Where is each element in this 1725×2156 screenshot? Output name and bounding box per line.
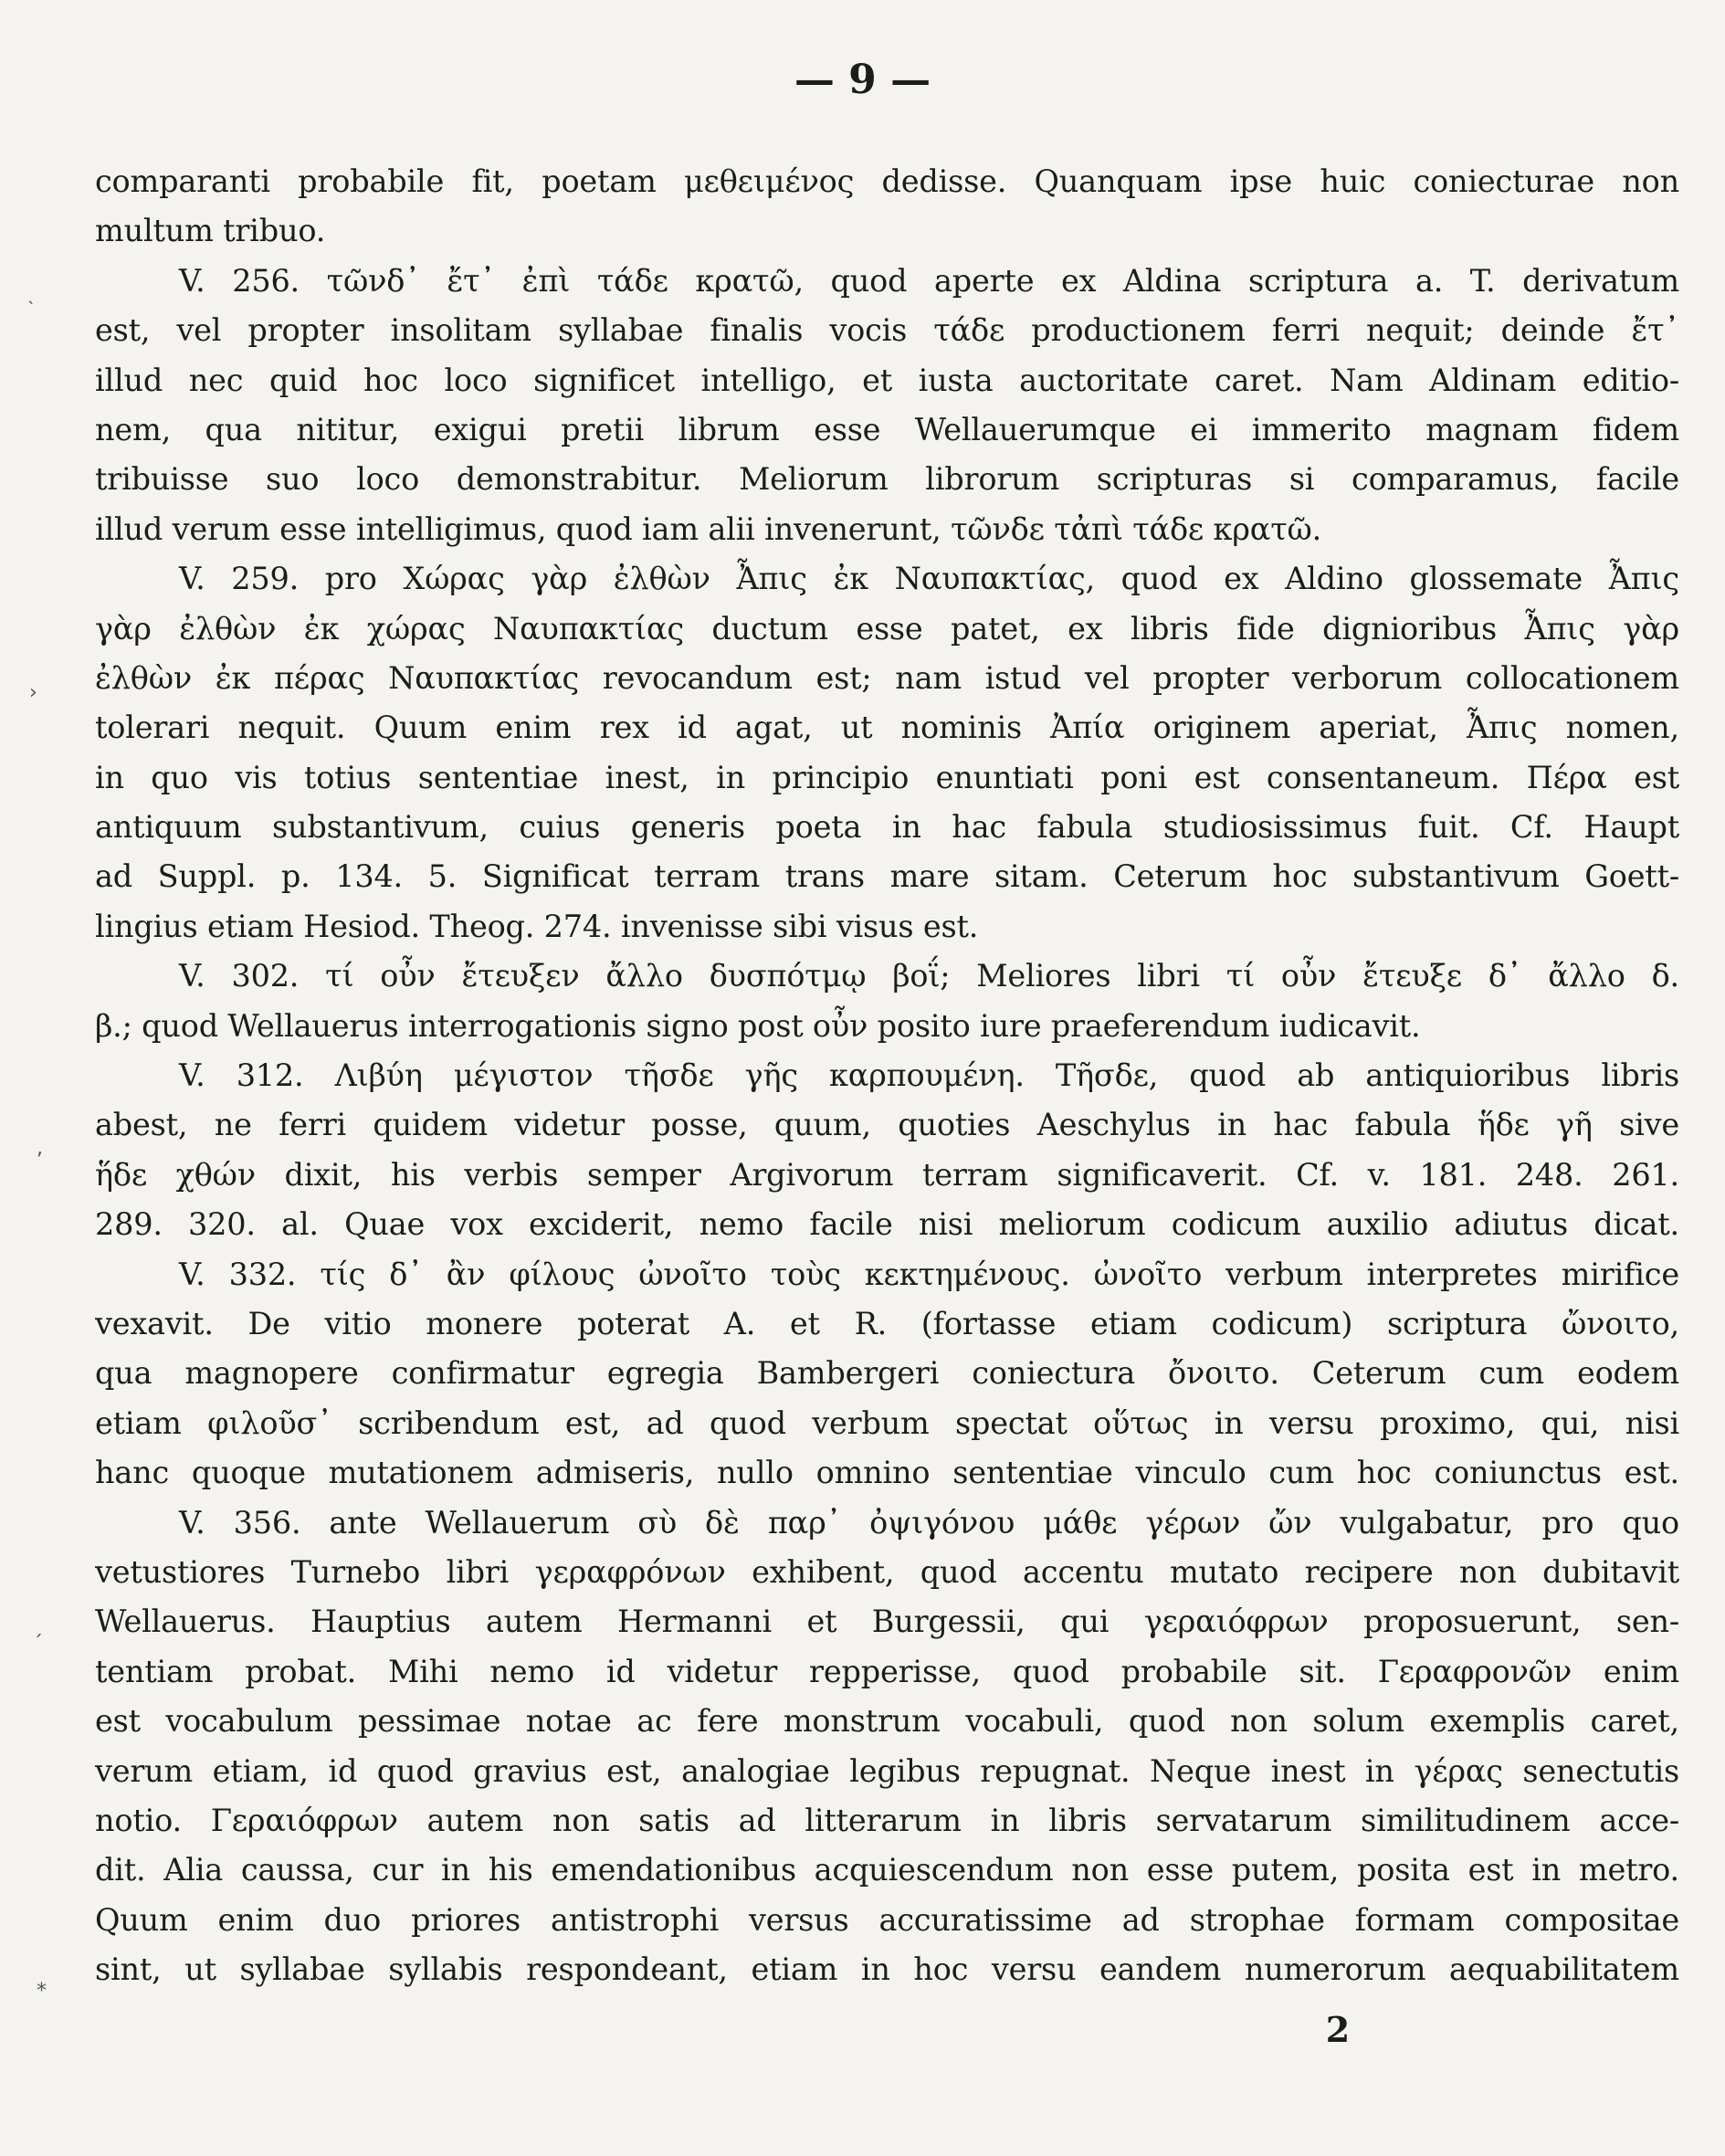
text-line: ἥδε χθών dixit, his verbis semper Argivorum terram significaverit. Cf. v. 181. 248. 261. xyxy=(95,1156,1679,1193)
text-line: antiquum substantivum, cuius generis poeta in hac fabula studiosissimus fuit. Cf. Haupt xyxy=(95,809,1679,846)
signature-mark: 2 xyxy=(1325,2009,1351,2050)
text-line: lingius etiam Hesiod. Theog. 274. invenisse sibi visus est. xyxy=(95,908,979,944)
text-line: est, vel propter insolitam syllabae finalis vocis τάδε productionem ferri nequit; deinde ἔτ᾽ xyxy=(95,312,1679,349)
text-line: hanc quoque mutationem admiseris, nullo omnino sententiae vinculo cum hoc coniunctus est. xyxy=(95,1455,1679,1491)
text-line: sint, ut syllabae syllabis respondeant, etiam in hoc versu eandem numerorum aequabilitatem xyxy=(95,1951,1679,1988)
text-line: V. 256. τῶνδ᾽ ἔτ᾽ ἐπὶ τάδε κρατῶ, quod aperte ex Aldina scriptura a. T. derivatum xyxy=(179,262,1679,299)
text-line: tribuisse suo loco demonstrabitur. Meliorum librorum scripturas si comparamus, facile xyxy=(95,461,1679,498)
text-line: comparanti probabile fit, poetam μεθειμένος dedisse. Quanquam ipse huic coniecturae non xyxy=(95,163,1679,199)
text-line: verum etiam, id quod gravius est, analogiae legibus repugnat. Neque inest in γέρας senectutis xyxy=(95,1752,1679,1789)
text-line: V. 312. Λιβύη μέγιστον τῆσδε γῆς καρπουμένη. Τῆσδε, quod ab antiquioribus libris xyxy=(179,1057,1679,1094)
text-line: V. 332. τίς δ᾽ ἂν φίλους ὠνοῖτο τοὺς κεκτημένους. ὠνοῖτο verbum interpretes mirifice xyxy=(179,1256,1679,1292)
text-line: multum tribuo. xyxy=(95,213,326,249)
margin-mark: ´ xyxy=(33,1633,43,1656)
margin-mark: , xyxy=(37,1137,43,1160)
text-line: dit. Alia caussa, cur in his emendationibus acquiescendum non esse putem, posita est in metro. xyxy=(95,1852,1679,1888)
text-line: tolerari nequit. Quum enim rex id agat, ut nominis Ἀπία originem aperiat, Ἆπις nomen, xyxy=(95,710,1679,746)
margin-mark: * xyxy=(37,1980,47,2003)
text-line: nem, qua nititur, exigui pretii librum esse Wellauerumque ei immerito magnam fidem xyxy=(95,411,1679,447)
text-line: β.; quod Wellauerus interrogationis signo post οὖν posito iure praeferendum iudicavit. xyxy=(95,1007,1421,1044)
text-line: V. 302. τί οὖν ἔτευξεν ἄλλο δυσπότμῳ βοΐ; Meliores libri τί οὖν ἔτευξε δ᾽ ἄλλο δ. xyxy=(179,958,1679,994)
text-line: illud verum esse intelligimus, quod iam alii invenerunt, τῶνδε τἀπὶ τάδε κρατῶ. xyxy=(95,510,1322,547)
text-line: vetustiores Turnebo libri γεραφρόνων exhibent, quod accentu mutato recipere non dubitavit xyxy=(95,1553,1679,1590)
text-line: tentiam probat. Mihi nemo id videtur repperisse, quod probabile sit. Γεραφρονῶν enim xyxy=(95,1653,1679,1689)
text-line: V. 259. pro Χώρας γὰρ ἐλθὼν Ἆπις ἐκ Ναυπακτίας, quod ex Aldino glossemate Ἆπις xyxy=(179,561,1679,597)
text-line: V. 356. ante Wellauerum σὺ δὲ παρ᾽ ὀψιγόνου μάθε γέρων ὤν vulgabatur, pro quo xyxy=(179,1504,1679,1541)
text-line: ad Suppl. p. 134. 5. Significat terram trans mare sitam. Ceterum hoc substantivum Goett- xyxy=(95,858,1679,895)
body-text xyxy=(95,157,1679,1994)
page-number: — 9 — xyxy=(794,57,931,103)
text-line: illud nec quid hoc loco significet intelligo, et iusta auctoritate caret. Nam Aldinam editio- xyxy=(95,362,1679,398)
margin-mark: › xyxy=(29,681,37,704)
text-line: vexavit. De vitio monere poterat A. et R. (fortasse etiam codicum) scriptura ὤνοιτο, xyxy=(95,1305,1679,1341)
text-line: etiam φιλοῦσ᾽ scribendum est, ad quod verbum spectat οὕτως in versu proximo, qui, nisi xyxy=(95,1404,1679,1441)
text-line: γὰρ ἐλθὼν ἐκ χώρας Ναυπακτίας ductum esse patet, ex libris fide dignioribus Ἆπις γὰρ xyxy=(95,610,1679,647)
text-line: Quum enim duo priores antistrophi versus accuratissime ad strophae formam compositae xyxy=(95,1901,1679,1938)
text-line: Wellauerus. Hauptius autem Hermanni et Burgessii, qui γεραιόφρων proposuerunt, sen- xyxy=(95,1604,1679,1640)
text-line: qua magnopere confirmatur egregia Bambergeri coniectura ὄνοιτο. Ceterum cum eodem xyxy=(95,1355,1679,1392)
text-line: 289. 320. al. Quae vox exciderit, nemo facile nisi meliorum codicum auxilio adiutus dicat. xyxy=(95,1206,1679,1243)
margin-mark: ˴ xyxy=(27,289,35,312)
text-line: est vocabulum pessimae notae ac fere monstrum vocabuli, quod non solum exemplis caret, xyxy=(95,1703,1679,1740)
text-line: ἐλθὼν ἐκ πέρας Ναυπακτίας revocandum est; nam istud vel propter verborum collocationem xyxy=(95,659,1679,696)
text-line: notio. Γεραιόφρων autem non satis ad litterarum in libris servatarum similitudinem acce- xyxy=(95,1802,1679,1838)
text-line: abest, ne ferri quidem videtur posse, quum, quoties Aeschylus in hac fabula ἥδε γῆ sive xyxy=(95,1107,1679,1143)
text-line: in quo vis totius sententiae inest, in principio enuntiati poni est consentaneum. Πέρα est xyxy=(95,759,1679,795)
